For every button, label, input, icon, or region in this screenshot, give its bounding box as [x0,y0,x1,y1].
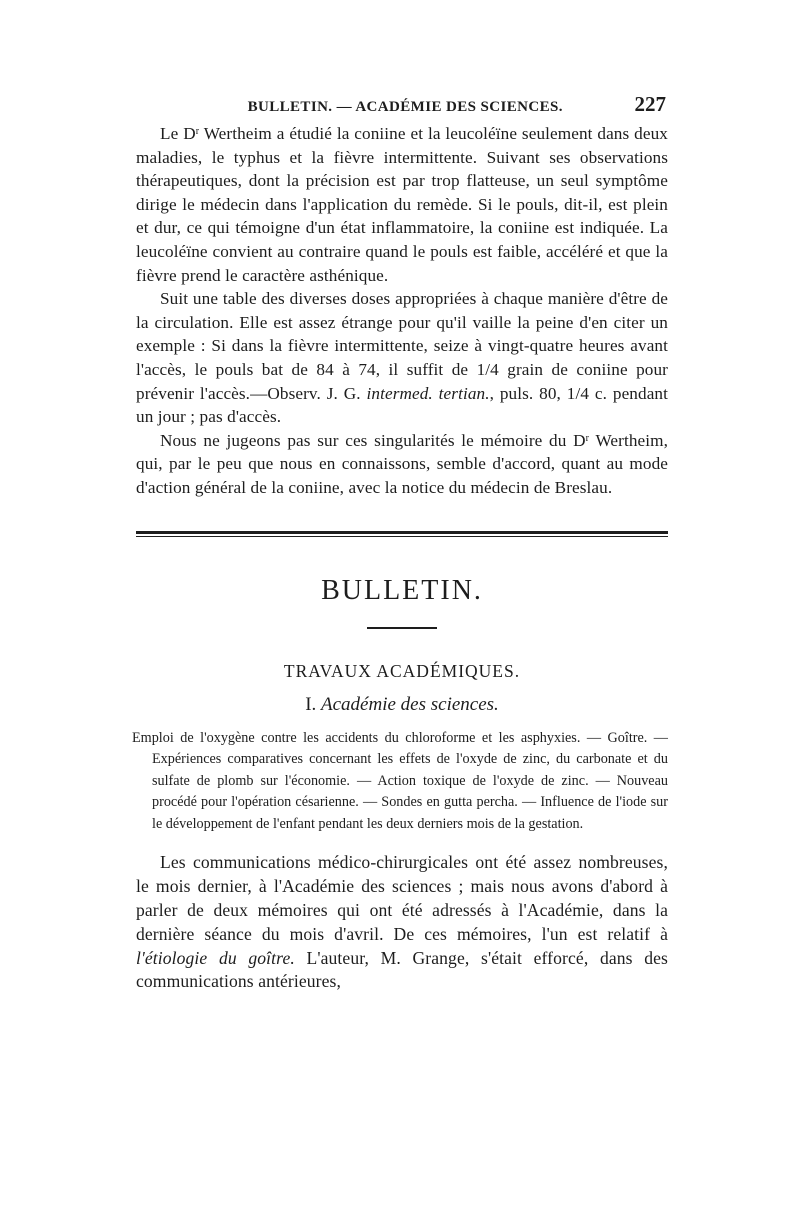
summary-content: Emploi de l'oxygène contre les accidents du chloroforme et les asphyxies. — Goître. — Expériences comparatives concernant les effets de l'oxyde de zinc, du carbonate et du sulfate de plomb sur l'économie. — Action toxique de l'oxyde de zinc. — Nouveau procédé pour l'opération césarienne. — Sondes en gutta percha. — Influence de l'iode sur le développement de l'enfant pendant les deux derniers mois de la gestation. [132,729,668,832]
section-heading: TRAVAUX ACADÉMIQUES. [283,660,521,681]
superscript: r [195,126,200,137]
text-segment: L'auteur, M. Grange, s'était efforcé, dans des communications antérieures, [136,947,668,992]
text-segment: Les communications médico-chirurgicales ont été assez nombreuses, le mois dernier, à l'Académie des sciences ; mais nous avons d'abord à parler de deux mémoires qui ont été adressés à l'Académie, dans la dernière séance du mois d'avril. De ces mémoires, l'un est relatif à [136,852,668,944]
paragraph-1 [136,122,668,287]
fraction: 1/4 [476,359,499,379]
text-segment: Wertheim, qui, par le peu que nous en connaissons, semble d'accord, quant au mode d'action général de la coniine, avec la notice du médecin de Breslau. [136,430,668,497]
text-segment: Nous ne jugeons pas sur ces singularités le mémoire du D [160,430,586,450]
text-segment: Suit une table des diverses doses appropriées à chaque manière d'être de la circulation. Elle est assez étrange pour qu'il vaille la peine d'en citer un exemple : Si dans la fièvre intermittente, seize à vingt-quatre heures avant l'accès, le pouls bat de 84 à 74, il suffit de [136,289,668,379]
subsection-heading [136,694,668,716]
italic-segment: intermed. tertian. [366,383,490,403]
subsection-number: I. [305,693,317,715]
running-head-title: BULLETIN. — ACADÉMIE DES SCIENCES. [247,99,563,115]
paragraph-2 [136,287,668,429]
lead-paragraph [136,851,668,994]
page-content [132,92,668,994]
summary-block [132,728,668,836]
double-rule-thick [136,531,668,534]
body-text [136,122,668,500]
text-segment: grain de coniine pour prévenir l'accès.—Observ. J. G. [136,359,668,403]
running-head [136,92,668,122]
text-segment: c. pendant un jour ; pas d'accès. [136,383,668,427]
italic-segment: l'étiologie du goître. [136,947,295,968]
text-segment: Wertheim a étudié la coniine et la leucoléïne seulement dans deux maladies, le typhus et la fièvre intermittente. Suivant ses observations thérapeutiques, dont la précision est par trop flatteuse, un seul symptôme dirige le médecin dans l'application du remède. Si le pouls, dit-il, est plein et dur, ce qui témoigne d'un état inflammatoire, la coniine est indiquée. La leucoléïne convient au contraire quand le pouls est faible, accéléré et que la fièvre prend le caractère asthénique. [136,124,668,285]
ornament-rule [367,627,437,629]
lead-text [136,851,668,994]
summary-text [132,728,668,836]
subsection-title: Académie des sciences. [321,693,499,715]
double-rule-thin [136,536,668,537]
superscript: r [585,432,590,444]
text-segment: Le D [160,124,196,143]
paragraph-3 [136,429,668,500]
page-number: 227 [634,92,666,116]
fraction: 1/4 [566,383,590,403]
text-segment: , puls. 80, [489,383,567,403]
bulletin-heading: BULLETIN. [321,574,483,606]
